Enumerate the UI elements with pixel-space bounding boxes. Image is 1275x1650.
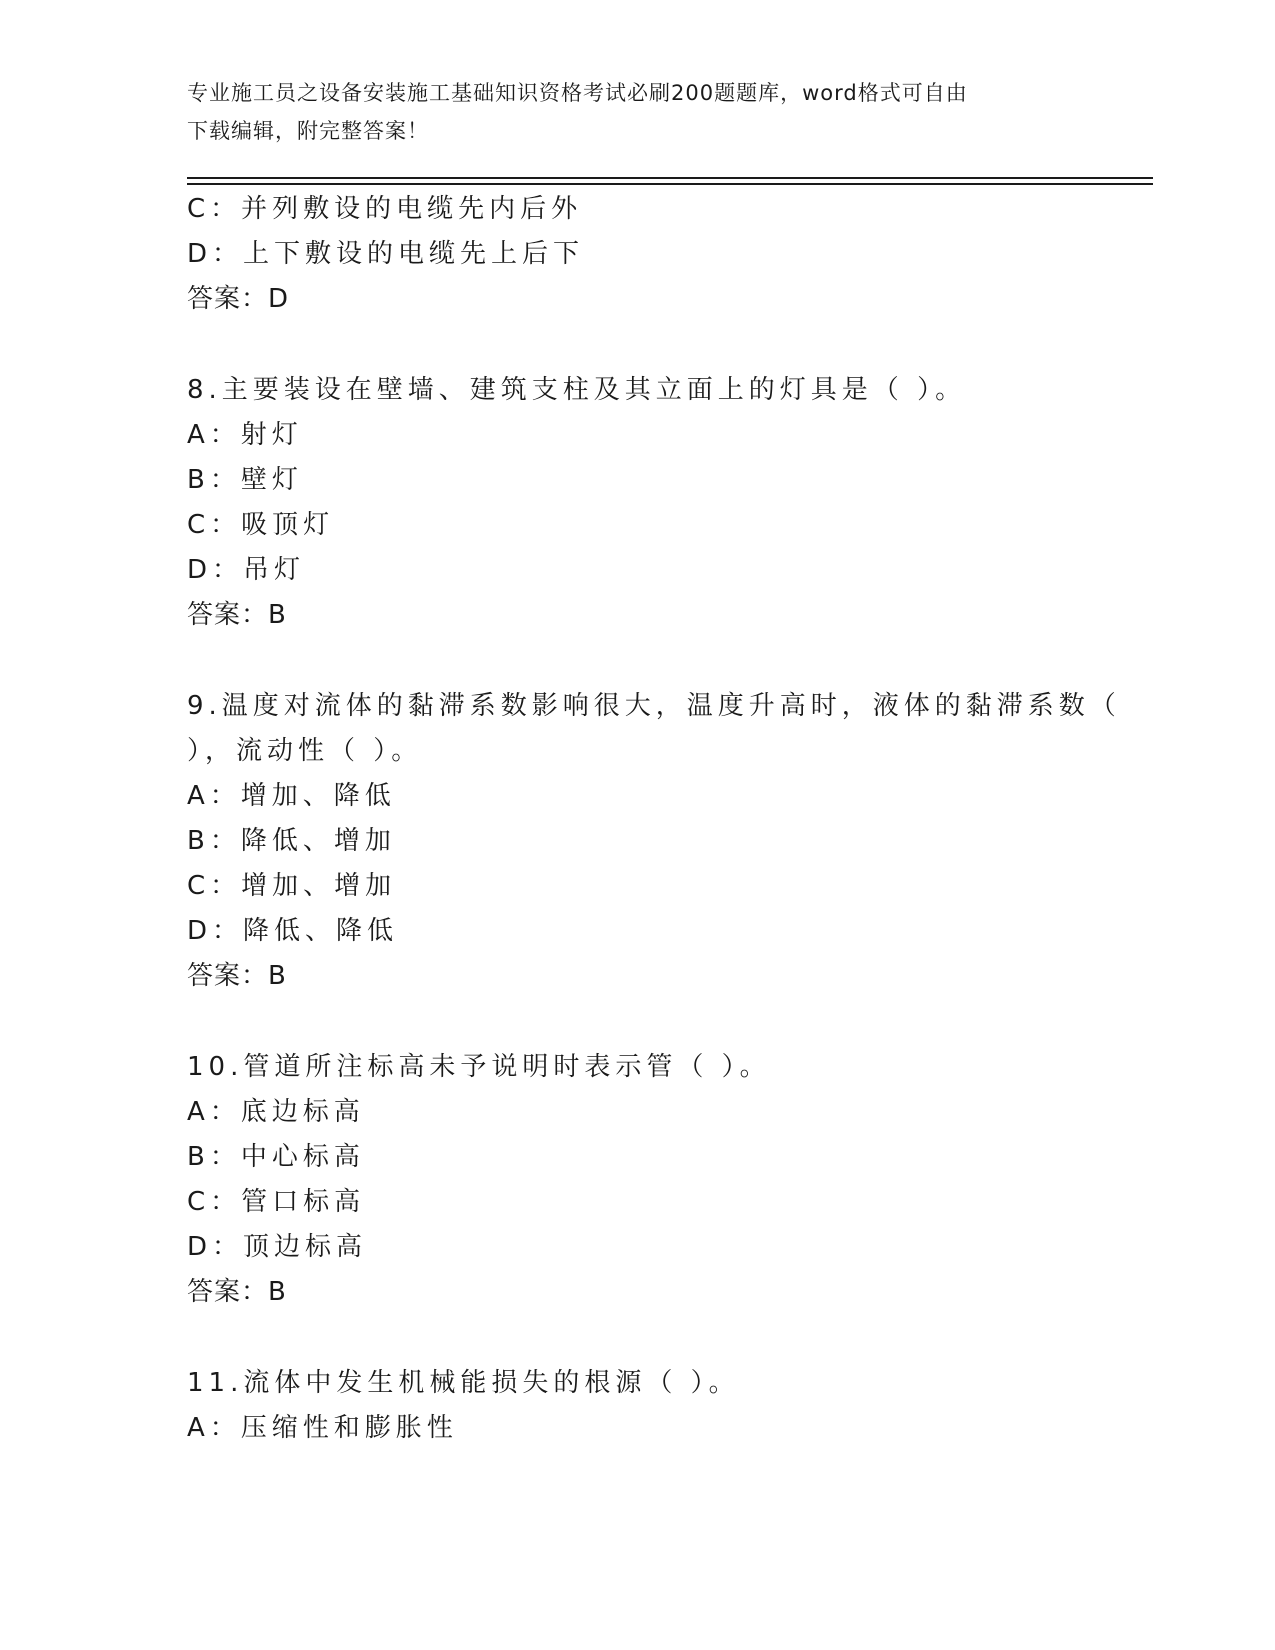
option-a-q9: A：增加、降低 [187,781,396,811]
option-c-q10: C：管口标高 [187,1187,366,1217]
option-b-q8: B：壁灯 [187,465,303,495]
header-divider-top [187,177,1153,179]
question-9-line-1: 9.温度对流体的黏滞系数影响很大，温度升高时，液体的黏滞系数（ [187,691,1121,721]
option-d-q8: D：吊灯 [187,555,306,585]
option-a-q11: A：压缩性和膨胀性 [187,1413,458,1443]
header-line-2: 下载编辑，附完整答案！ [187,119,429,143]
option-d-q7: D：上下敷设的电缆先上后下 [187,239,585,269]
answer-q9: 答案：B [187,961,287,991]
option-c-q9: C：增加、增加 [187,871,397,901]
option-d-q10: D：顶边标高 [187,1232,368,1262]
answer-q7: 答案：D [187,284,290,314]
option-d-q9: D：降低、降低 [187,916,399,946]
question-8: 8.主要装设在壁墙、建筑支柱及其立面上的灯具是（ ）。 [187,375,967,405]
answer-q10: 答案：B [187,1277,287,1307]
question-10: 10.管道所注标高未予说明时表示管（ ）。 [187,1052,771,1082]
option-a-q10: A：底边标高 [187,1097,365,1127]
document-header [187,74,1087,150]
option-b-q10: B：中心标高 [187,1142,365,1172]
option-b-q9: B：降低、增加 [187,826,396,856]
option-c-q8: C：吸顶灯 [187,510,335,540]
question-9-line-2: ），流动性（ ）。 [187,736,423,766]
answer-q8: 答案：B [187,600,287,630]
question-11: 11.流体中发生机械能损失的根源（ ）。 [187,1368,740,1398]
header-line-1: 专业施工员之设备安装施工基础知识资格考试必刷200题题库，word格式可自由 [187,81,968,105]
header-divider-bottom [187,183,1153,185]
option-c-q7: C：并列敷设的电缆先内后外 [187,194,583,224]
option-a-q8: A：射灯 [187,420,303,450]
